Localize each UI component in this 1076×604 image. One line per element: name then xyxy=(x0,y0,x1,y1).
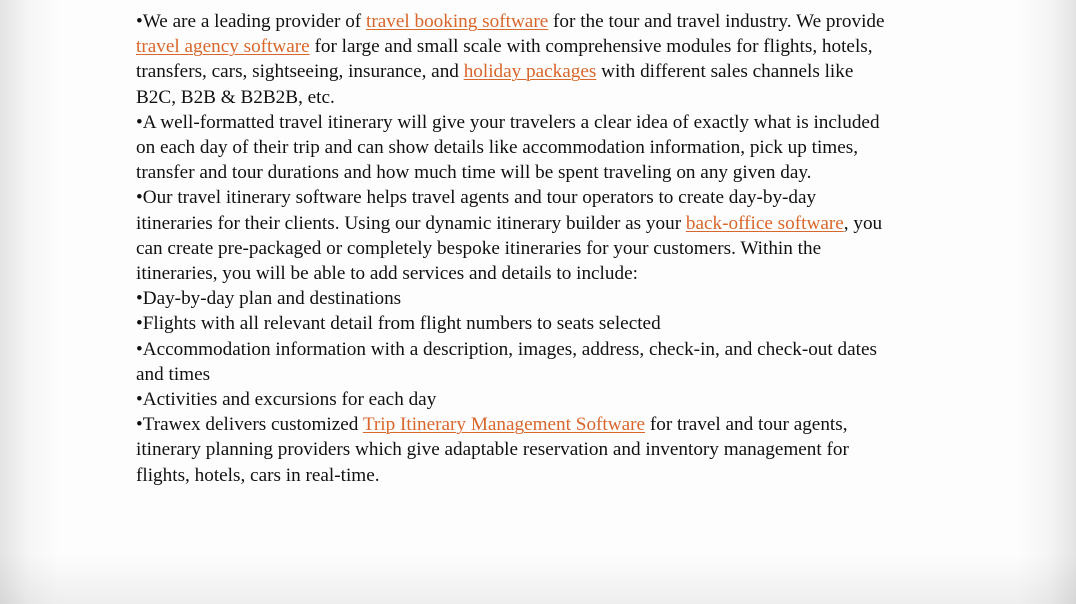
text-segment: , you can create pre-packaged or completely bespoke itineraries for your customers. Within the itineraries, you will be able to add services and details to include: xyxy=(136,212,883,285)
bullet-flights xyxy=(136,311,896,336)
link-holiday-packages[interactable]: holiday packages xyxy=(463,61,597,83)
text-segment: •Accommodation information with a description, images, address, check-in, and check-out dates and times xyxy=(136,338,877,385)
text-segment: •We are a leading provider of xyxy=(136,11,366,32)
bullet-accommodation xyxy=(136,337,896,387)
text-segment: •Activities and excursions for each day xyxy=(136,389,437,411)
text-segment: •A well-formatted travel itinerary will give your travelers a clear idea of exactly what is included on each day of their trip and can show details like accommodation information, pick up times, transfer and tour durations and how much time will be spent traveling on any given day. xyxy=(136,111,880,184)
paragraph-provider xyxy=(136,9,896,110)
bullet-activities xyxy=(136,387,896,412)
paragraph-itinerary-benefits xyxy=(136,110,896,186)
text-segment: for large and small scale with comprehensive modules for flights, hotels, transfers, cars, sightseeing, insurance, and xyxy=(136,36,873,83)
text-segment: for travel and tour agents, itinerary planning providers which give adaptable reservation and inventory management for flights, hotels, cars in real-time. xyxy=(136,414,849,486)
paragraph-trawex xyxy=(136,412,896,488)
text-segment: for the tour and travel industry. We provide xyxy=(548,11,885,32)
link-back-office-software[interactable]: back-office software xyxy=(685,212,844,234)
text-segment: •Trawex delivers customized xyxy=(136,414,363,436)
slide-body-text xyxy=(136,9,896,488)
link-travel-agency-software[interactable]: travel agency software xyxy=(136,36,310,58)
text-segment: •Day-by-day plan and destinations xyxy=(136,288,402,310)
text-segment: with different sales channels like B2C, B2B & B2B2B, etc. xyxy=(136,61,854,108)
link-trip-itinerary-management-software[interactable]: Trip Itinerary Management Software xyxy=(362,414,646,436)
link-travel-booking-software[interactable]: travel booking software xyxy=(366,11,549,32)
text-segment: •Our travel itinerary software helps travel agents and tour operators to create day-by-day itineraries for their clients. Using our dynamic itinerary builder as your xyxy=(136,187,817,234)
paragraph-itinerary-software xyxy=(136,185,896,286)
text-segment: •Flights with all relevant detail from flight numbers to seats selected xyxy=(136,313,661,335)
bullet-day-by-day xyxy=(136,286,896,311)
